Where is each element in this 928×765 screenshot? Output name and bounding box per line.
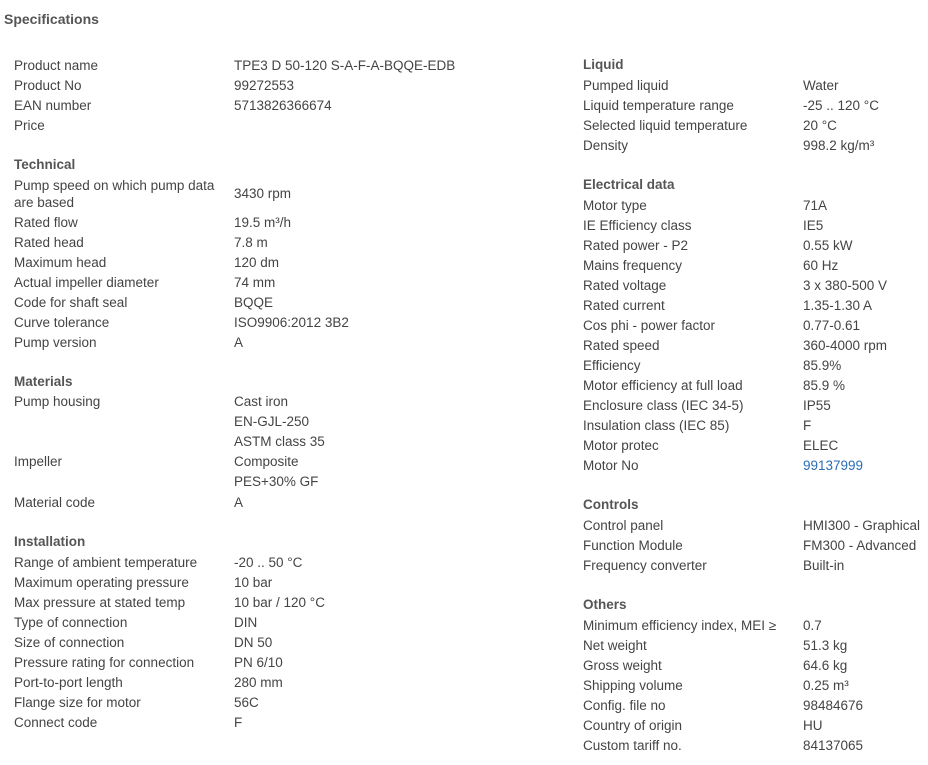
spec-label: Pump version (14, 334, 97, 350)
spec-value: 5713826366674 (234, 97, 332, 113)
spec-label: Motor No (583, 457, 639, 473)
spec-value: DN 50 (234, 634, 273, 650)
spec-label: Selected liquid temperature (583, 117, 748, 133)
spec-values (803, 437, 838, 454)
spec-label: Motor type (583, 197, 647, 213)
spec-values (234, 334, 243, 351)
spec-value: IP55 (803, 397, 831, 413)
spec-label: Function Module (583, 537, 683, 553)
spec-row-net-weight (583, 635, 923, 655)
spec-values (803, 77, 839, 94)
spec-label: Connect code (14, 714, 98, 730)
spec-label: IE Efficiency class (583, 217, 692, 233)
spec-value: Water (803, 77, 839, 93)
spec-values (234, 314, 349, 331)
spec-value: 56C (234, 694, 259, 710)
spec-values (234, 714, 242, 731)
spec-value: 99272553 (234, 77, 295, 93)
spec-values (803, 297, 872, 314)
left-column (14, 55, 574, 732)
spec-values (234, 574, 272, 591)
spec-values (803, 517, 920, 534)
spec-row-pressure-rating-for-connection (14, 652, 574, 672)
spec-label: Control panel (583, 517, 664, 533)
spec-value: IE5 (803, 217, 824, 233)
spec-value: DIN (234, 614, 258, 630)
section-gap (14, 135, 574, 155)
spec-value: 84137065 (803, 737, 864, 753)
spec-row-density (583, 135, 923, 155)
spec-value: 1.35-1.30 A (803, 297, 873, 313)
spec-value: 85.9% (803, 357, 842, 373)
spec-value: HU (803, 717, 823, 733)
spec-label: Curve tolerance (14, 314, 110, 330)
spec-value: FM300 - Advanced (803, 537, 917, 553)
spec-values (234, 254, 279, 271)
spec-values (234, 594, 325, 611)
spec-value: PN 6/10 (234, 654, 283, 670)
spec-value: 0.7 (803, 617, 822, 633)
spec-row-max-pressure-at-stated-temp (14, 592, 574, 612)
section-gap (583, 575, 923, 595)
spec-value: 98484676 (803, 697, 864, 713)
spec-row-ie-efficiency-class (583, 215, 923, 235)
spec-row-pump-version (14, 332, 574, 352)
spec-row-material-code (14, 492, 574, 512)
spec-values (803, 537, 916, 554)
spec-value: 0.55 kW (803, 237, 853, 253)
spec-value: ISO9906:2012 3B2 (234, 314, 349, 330)
spec-value: ASTM class 35 (234, 434, 325, 449)
spec-row-liquid-temperature-range (583, 95, 923, 115)
spec-values (803, 217, 823, 234)
spec-value: BQQE (234, 294, 274, 310)
spec-label: Flange size for motor (14, 694, 141, 710)
spec-label: Insulation class (IEC 85) (583, 417, 730, 433)
spec-label: Maximum operating pressure (14, 574, 189, 590)
spec-row-type-of-connection (14, 612, 574, 632)
spec-values (803, 257, 838, 274)
spec-value: Composite (234, 454, 299, 469)
spec-values (234, 185, 291, 202)
spec-values (234, 57, 455, 74)
spec-label: Mains frequency (583, 257, 683, 273)
spec-row-size-of-connection (14, 632, 574, 652)
spec-label: Enclosure class (IEC 34-5) (583, 397, 744, 413)
spec-value: HMI300 - Graphical (803, 517, 921, 533)
spec-label: Net weight (583, 637, 647, 653)
spec-values (234, 214, 291, 231)
section-gap (583, 155, 923, 175)
spec-label: Motor efficiency at full load (583, 377, 743, 393)
spec-label: Rated head (14, 234, 84, 250)
spec-row-connect-code (14, 712, 574, 732)
spec-values (234, 392, 325, 452)
spec-values (803, 557, 844, 574)
spec-values (803, 377, 845, 394)
spec-row-code-for-shaft-seal (14, 292, 574, 312)
spec-row-ean-number (14, 95, 574, 115)
spec-value: ELEC (803, 437, 839, 453)
right-column (583, 55, 923, 755)
spec-values (234, 274, 275, 291)
section-title-electrical-data: Electrical data (583, 177, 675, 192)
spec-row-rated-head (14, 232, 574, 252)
spec-row-actual-impeller-diameter (14, 272, 574, 292)
spec-value: 120 dm (234, 254, 280, 270)
spec-values (234, 634, 272, 651)
spec-value: A (234, 334, 244, 350)
spec-label: Cos phi - power factor (583, 317, 716, 333)
spec-label: Liquid temperature range (583, 97, 734, 113)
page-title: Specifications (4, 11, 99, 27)
spec-row-rated-power-p2 (583, 235, 923, 255)
spec-label: Maximum head (14, 254, 107, 270)
spec-values (803, 417, 811, 434)
spec-value: 71A (803, 197, 828, 213)
spec-value: 51.3 kg (803, 637, 848, 653)
spec-values (803, 197, 827, 214)
spec-label: Custom tariff no. (583, 737, 682, 753)
spec-row-product-name (14, 55, 574, 75)
spec-values (234, 294, 273, 311)
spec-value: 0.25 m³ (803, 677, 849, 693)
spec-values (803, 637, 847, 654)
spec-label: Pressure rating for connection (14, 654, 195, 670)
spec-value: 3 x 380-500 V (803, 277, 888, 293)
spec-value: 998.2 kg/m³ (803, 137, 875, 153)
spec-row-mains-frequency (583, 255, 923, 275)
spec-values (803, 337, 887, 354)
spec-label: Gross weight (583, 657, 662, 673)
spec-row-range-of-ambient-temperature (14, 552, 574, 572)
spec-value: F (234, 714, 243, 730)
spec-row-enclosure-class-iec-34-5 (583, 395, 923, 415)
spec-label: Config. file no (583, 697, 666, 713)
spec-value: 74 mm (234, 274, 276, 290)
spec-label: Rated flow (14, 214, 78, 230)
spec-label: Rated power - P2 (583, 237, 689, 253)
spec-values (803, 617, 822, 634)
spec-row-config-file-no (583, 695, 923, 715)
spec-value: 60 Hz (803, 257, 839, 273)
spec-value: -20 .. 50 °C (234, 554, 303, 570)
spec-label: Pump housing (14, 394, 101, 409)
spec-value: EN-GJL-250 (234, 414, 310, 429)
spec-values (234, 77, 294, 94)
spec-values (234, 494, 243, 511)
section-gap (14, 352, 574, 372)
spec-label: Pump speed on which pump data are based (14, 177, 215, 210)
spec-values (803, 237, 853, 254)
spec-label: Shipping volume (583, 677, 683, 693)
spec-values (234, 654, 283, 671)
spec-value: 20 °C (803, 117, 837, 133)
spec-label: Product name (14, 57, 99, 73)
spec-values (234, 694, 259, 711)
spec-row-cos-phi-power-factor (583, 315, 923, 335)
section-title-materials: Materials (14, 374, 73, 389)
spec-row-minimum-efficiency-index-mei (583, 615, 923, 635)
spec-value: F (803, 417, 812, 433)
spec-value: 280 mm (234, 674, 283, 690)
spec-value: -25 .. 120 °C (803, 97, 879, 113)
spec-label: Rated current (583, 297, 665, 313)
spec-values (803, 677, 849, 694)
spec-row-motor-protec (583, 435, 923, 455)
spec-label: EAN number (14, 97, 92, 113)
spec-label: Range of ambient temperature (14, 554, 198, 570)
spec-values (803, 717, 823, 734)
spec-value: PES+30% GF (234, 474, 319, 489)
spec-label: Code for shaft seal (14, 294, 128, 310)
spec-label: Impeller (14, 454, 63, 469)
spec-row-frequency-converter (583, 555, 923, 575)
spec-row-rated-flow (14, 212, 574, 232)
spec-row-product-no (14, 75, 574, 95)
spec-value: TPE3 D 50-120 S-A-F-A-BQQE-EDB (234, 57, 456, 73)
spec-label: Rated speed (583, 337, 660, 353)
spec-row-curve-tolerance (14, 312, 574, 332)
spec-values (803, 697, 863, 714)
spec-label: Product No (14, 77, 82, 93)
spec-values (234, 674, 283, 691)
spec-label: Minimum efficiency index, MEI ≥ (583, 617, 777, 633)
motor-no-link[interactable]: 99137999 (803, 457, 864, 473)
spec-row-motor-efficiency-at-full-load (583, 375, 923, 395)
spec-row-custom-tariff-no (583, 735, 923, 755)
spec-value: A (234, 494, 244, 510)
spec-row-pumped-liquid (583, 75, 923, 95)
spec-row-control-panel (583, 515, 923, 535)
spec-value: Built-in (803, 557, 845, 573)
spec-label: Efficiency (583, 357, 641, 373)
spec-row-function-module (583, 535, 923, 555)
spec-values (803, 317, 860, 334)
spec-values (803, 97, 879, 114)
spec-label: Pumped liquid (583, 77, 669, 93)
spec-row-motor-type (583, 195, 923, 215)
spec-value: 0.77-0.61 (803, 317, 861, 333)
spec-label: Port-to-port length (14, 674, 123, 690)
spec-row-shipping-volume (583, 675, 923, 695)
spec-row-selected-liquid-temperature (583, 115, 923, 135)
spec-value: 64.6 kg (803, 657, 848, 673)
spec-value: 7.8 m (234, 234, 268, 250)
spec-value: 10 bar (234, 574, 273, 590)
spec-row-price (14, 115, 574, 135)
spec-values (234, 614, 257, 631)
spec-values (803, 737, 863, 754)
spec-label: Material code (14, 494, 96, 510)
spec-values (803, 137, 874, 154)
spec-row-motor-no (583, 455, 923, 475)
spec-value: 19.5 m³/h (234, 214, 292, 230)
section-title-technical: Technical (14, 157, 76, 172)
spec-value: 3430 rpm (234, 186, 292, 201)
spec-values (234, 452, 318, 492)
spec-row-flange-size-for-motor (14, 692, 574, 712)
spec-row-pump-speed-on-which-pump-data-are-based (14, 175, 574, 212)
spec-row-efficiency (583, 355, 923, 375)
spec-values (803, 357, 841, 374)
spec-row-rated-speed (583, 335, 923, 355)
spec-value: 10 bar / 120 °C (234, 594, 325, 610)
spec-label: Density (583, 137, 629, 153)
spec-values (803, 657, 847, 674)
spec-values (803, 397, 831, 414)
spec-label: Size of connection (14, 634, 125, 650)
spec-row-port-to-port-length (14, 672, 574, 692)
spec-values (234, 554, 302, 571)
spec-row-impeller (14, 452, 574, 492)
spec-label: Rated voltage (583, 277, 667, 293)
section-gap (583, 475, 923, 495)
spec-row-gross-weight (583, 655, 923, 675)
spec-label: Frequency converter (583, 557, 707, 573)
spec-row-rated-voltage (583, 275, 923, 295)
spec-row-maximum-head (14, 252, 574, 272)
spec-label: Motor protec (583, 437, 659, 453)
spec-label: Actual impeller diameter (14, 274, 159, 290)
spec-row-pump-housing (14, 392, 574, 452)
section-title-others: Others (583, 597, 627, 612)
spec-label: Type of connection (14, 614, 128, 630)
spec-label: Price (14, 117, 45, 133)
spec-value: 85.9 % (803, 377, 846, 393)
spec-row-country-of-origin (583, 715, 923, 735)
spec-values (234, 97, 332, 114)
section-title-installation: Installation (14, 534, 86, 549)
spec-row-insulation-class-iec-85 (583, 415, 923, 435)
spec-values (234, 234, 268, 251)
spec-values (803, 117, 837, 134)
spec-values (803, 277, 887, 294)
spec-label: Max pressure at stated temp (14, 594, 186, 610)
spec-label: Country of origin (583, 717, 683, 733)
spec-row-rated-current (583, 295, 923, 315)
section-title-liquid: Liquid (583, 57, 624, 72)
spec-row-maximum-operating-pressure (14, 572, 574, 592)
spec-value: 360-4000 rpm (803, 337, 888, 353)
section-title-controls: Controls (583, 497, 639, 512)
spec-value: Cast iron (234, 394, 289, 409)
section-gap (14, 512, 574, 532)
